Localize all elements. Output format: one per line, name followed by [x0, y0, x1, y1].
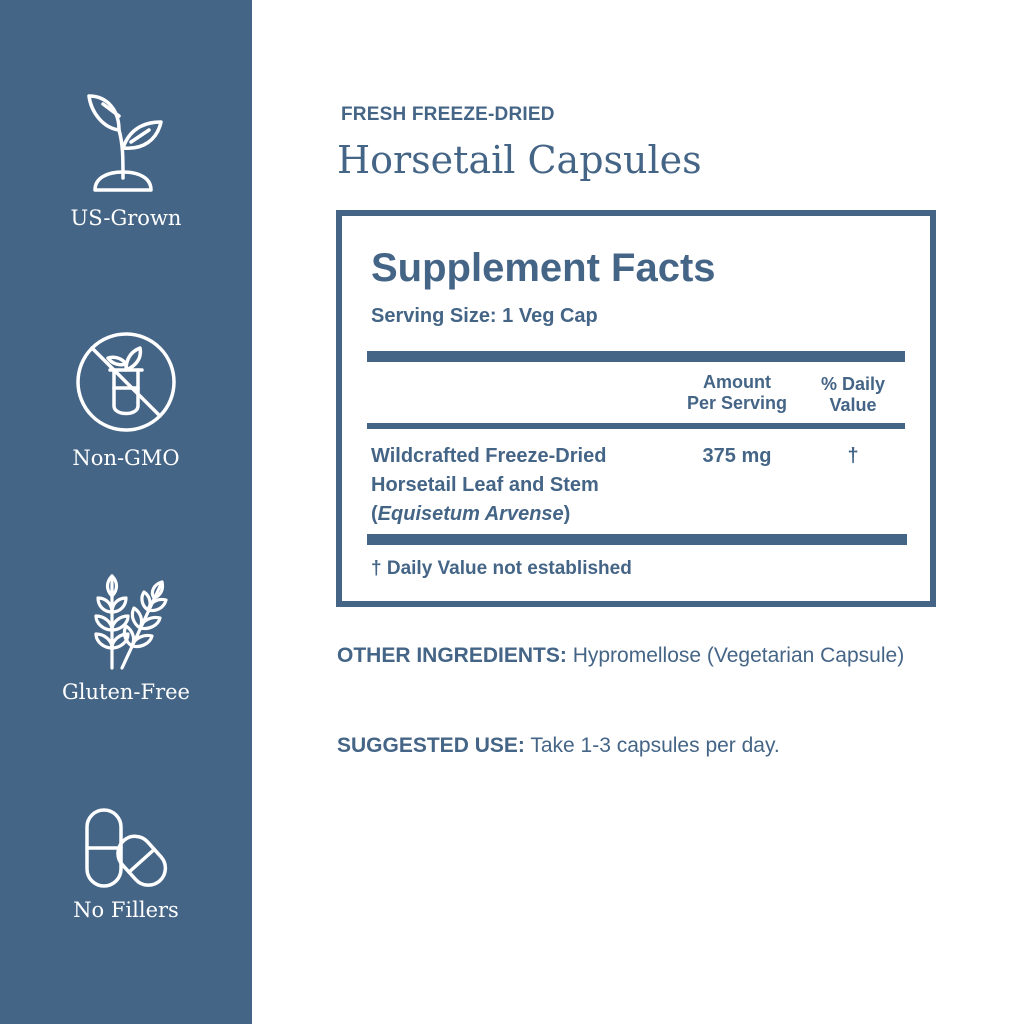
suggested-use: [337, 729, 937, 763]
header-amount-per-serving: [672, 372, 802, 414]
ingredient-daily-value: †: [847, 445, 859, 467]
serving-size: Serving Size: 1 Veg Cap: [371, 305, 598, 327]
divider-thick-bottom: [367, 534, 907, 545]
badge-label-us-grown: US-Grown: [70, 206, 182, 230]
badge-label-gluten-free: Gluten-Free: [62, 680, 190, 704]
ingredient-name: [371, 442, 606, 529]
other-ingredients-label: OTHER INGREDIENTS:: [337, 644, 567, 667]
daily-value-footnote: † Daily Value not established: [371, 558, 632, 579]
badge-label-no-fillers: No Fillers: [73, 898, 179, 922]
product-eyebrow: FRESH FREEZE-DRIED: [341, 104, 555, 125]
ingredient-amount: 375 mg: [702, 445, 772, 467]
divider-thick: [367, 351, 905, 362]
ingredient-latin: Equisetum Arvense: [377, 503, 564, 525]
ingredient-latin-line: (Equisetum Arvense): [371, 503, 571, 525]
header-amount-line1: Amount: [703, 372, 771, 392]
facts-title: Supplement Facts: [371, 246, 716, 290]
header-amount-line2: Per Serving: [686, 393, 788, 413]
header-dv-line1: % Daily: [820, 374, 886, 394]
suggested-use-text: Take 1-3 capsules per day.: [530, 734, 780, 757]
header-daily-value: [810, 374, 896, 416]
badge-label-non-gmo: Non-GMO: [72, 446, 180, 470]
product-title: Horsetail Capsules: [337, 138, 702, 182]
other-ingredients: [337, 639, 937, 673]
suggested-use-label: SUGGESTED USE:: [337, 734, 525, 757]
ingredient-line2: Horsetail Leaf and Stem: [371, 474, 599, 496]
other-ingredients-text: Hypromellose (Vegetarian Capsule): [572, 644, 905, 667]
ingredient-line1: Wildcrafted Freeze-Dried: [371, 445, 607, 467]
header-dv-line2: Value: [829, 395, 877, 415]
divider-thin: [367, 423, 905, 429]
supplement-facts-panel: [336, 210, 936, 607]
